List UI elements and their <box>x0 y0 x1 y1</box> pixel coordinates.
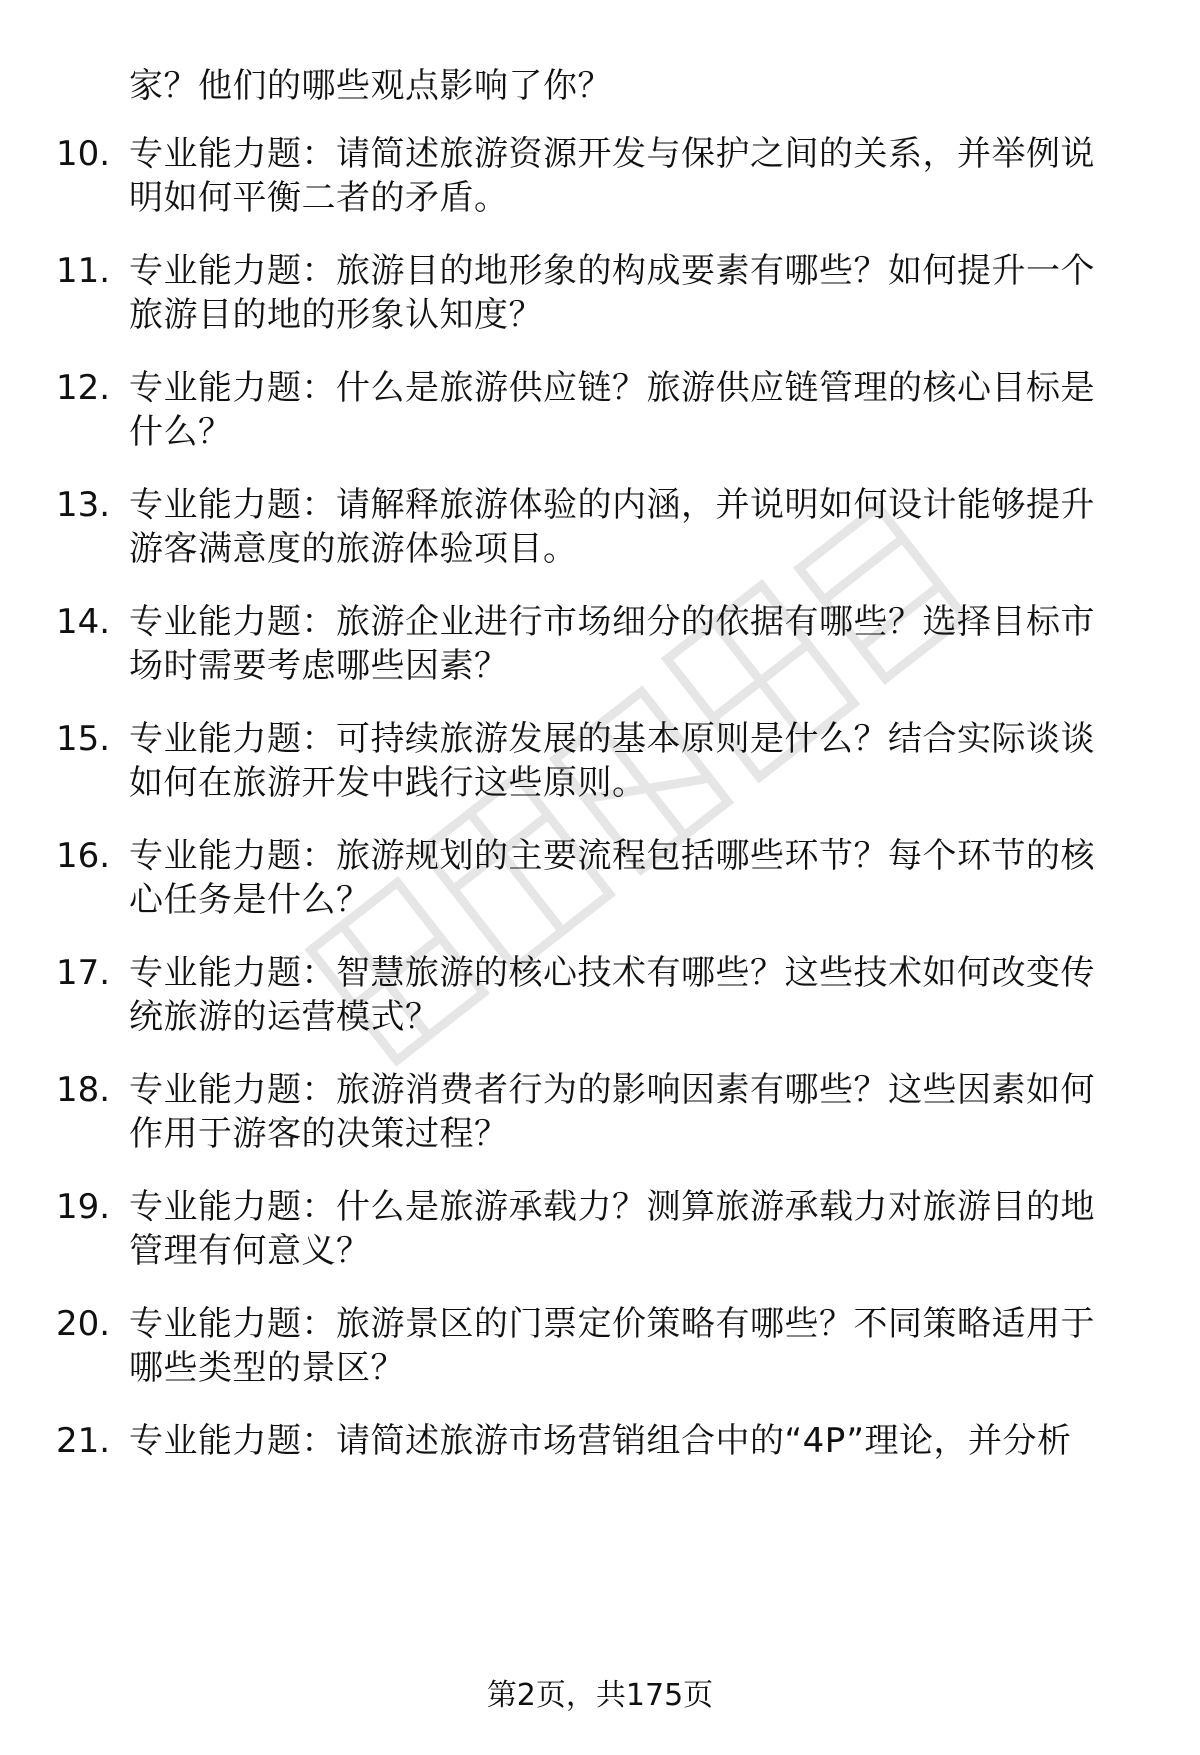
question-number: 16. <box>56 836 111 876</box>
question-number: 10. <box>56 134 111 174</box>
question-line: 专业能力题：旅游景区的门票定价策略有哪些？不同策略适用于 <box>129 1304 1095 1344</box>
question-line: 专业能力题：请解释旅游体验的内涵，并说明如何设计能够提升 <box>129 485 1095 525</box>
question-number: 20. <box>56 1304 111 1344</box>
question-line: 游客满意度的旅游体验项目。 <box>129 529 578 569</box>
question-line: 哪些类型的景区？ <box>129 1348 405 1388</box>
question-line: 管理有何意义？ <box>129 1231 371 1271</box>
question-number: 21. <box>56 1421 111 1461</box>
question-line: 专业能力题：什么是旅游供应链？旅游供应链管理的核心目标是 <box>129 368 1095 408</box>
continuation-line: 家？他们的哪些观点影响了你？ <box>129 66 612 106</box>
question-number: 13. <box>56 485 111 525</box>
question-line: 统旅游的运营模式？ <box>129 997 440 1037</box>
question-line: 什么？ <box>129 412 233 452</box>
question-line: 专业能力题：旅游企业进行市场细分的依据有哪些？选择目标市 <box>129 602 1095 642</box>
question-line: 专业能力题：可持续旅游发展的基本原则是什么？结合实际谈谈 <box>129 719 1095 759</box>
question-line: 专业能力题：什么是旅游承载力？测算旅游承载力对旅游目的地 <box>129 1187 1095 1227</box>
page-footer: 第2页，共175页 <box>486 1678 714 1713</box>
question-number: 15. <box>56 719 111 759</box>
question-number: 19. <box>56 1187 111 1227</box>
question-number: 12. <box>56 368 111 408</box>
question-number: 18. <box>56 1070 111 1110</box>
question-line: 专业能力题：旅游消费者行为的影响因素有哪些？这些因素如何 <box>129 1070 1095 1110</box>
question-line: 专业能力题：请简述旅游市场营销组合中的“4P”理论，并分析 <box>129 1421 1072 1461</box>
question-number: 11. <box>56 251 111 291</box>
question-line: 作用于游客的决策过程？ <box>129 1114 509 1154</box>
question-line: 明如何平衡二者的矛盾。 <box>129 178 509 218</box>
question-number: 14. <box>56 602 111 642</box>
question-line: 心任务是什么？ <box>129 880 371 920</box>
question-line: 专业能力题：智慧旅游的核心技术有哪些？这些技术如何改变传 <box>129 953 1095 993</box>
question-line: 专业能力题：旅游目的地形象的构成要素有哪些？如何提升一个 <box>129 251 1095 291</box>
question-number: 17. <box>56 953 111 993</box>
question-line: 专业能力题：请简述旅游资源开发与保护之间的关系，并举例说 <box>129 134 1095 174</box>
question-line: 专业能力题：旅游规划的主要流程包括哪些环节？每个环节的核 <box>129 836 1095 876</box>
question-line: 旅游目的地的形象认知度？ <box>129 295 543 335</box>
question-line: 如何在旅游开发中践行这些原则。 <box>129 763 647 803</box>
question-line: 场时需要考虑哪些因素？ <box>129 646 509 686</box>
